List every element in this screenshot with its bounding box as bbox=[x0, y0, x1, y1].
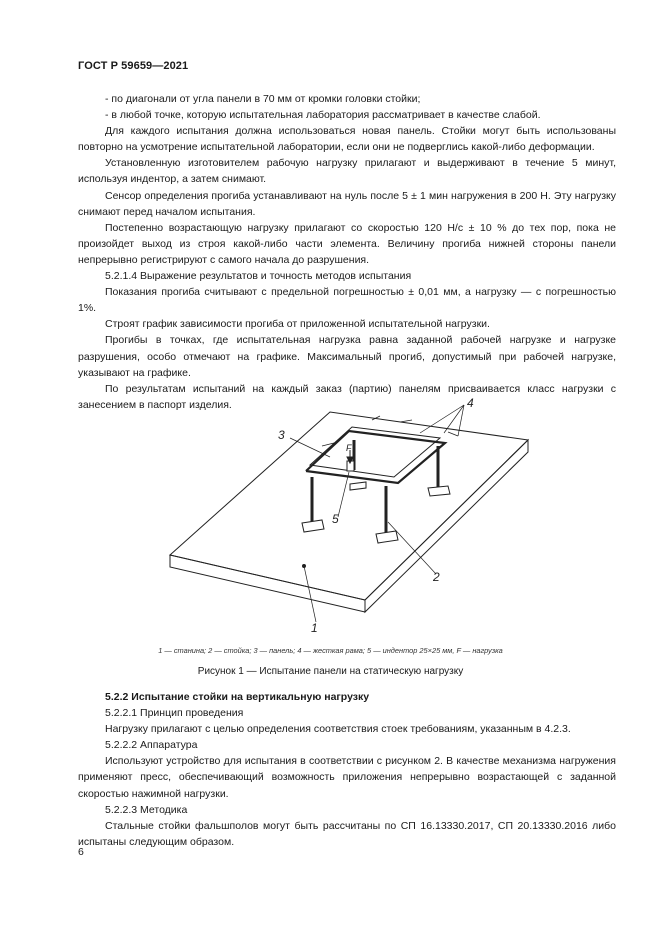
label-5: 5 bbox=[332, 512, 339, 526]
label-f: F bbox=[346, 443, 352, 453]
paragraph: По результатам испытаний на каждый заказ (партию) панелям присваивается класс нагрузки с занесением в паспорт изделия. bbox=[78, 382, 616, 411]
foot bbox=[350, 482, 366, 490]
label-3: 3 bbox=[278, 428, 285, 442]
foot bbox=[428, 486, 450, 496]
label-2: 2 bbox=[433, 570, 440, 584]
paragraph: 5.2.2.3 Методика bbox=[105, 803, 188, 816]
label-4: 4 bbox=[467, 396, 474, 410]
paragraph: Строят график зависимости прогиба от приложенной испытательной нагрузки. bbox=[105, 318, 490, 331]
paragraph: Используют устройство для испытания в соответствии с рисунком 2. В качестве механизма нагружения применяют пресс, обеспечивающий возможность приложения непрерывно возрастающей с заданной скоростью нажимной нагрузки. bbox=[78, 755, 616, 800]
paragraph: - в любой точке, которую испытательная лаборатория рассматривает в качестве слабой. bbox=[105, 109, 541, 122]
figure-legend: 1 — станина; 2 — стойка; 3 — панель; 4 — жесткая рама; 5 — индентор 25×25 мм, F — нагрузка bbox=[158, 646, 503, 655]
paragraph: Установленную изготовителем рабочую нагрузку прилагают и выдерживают в течение 5 минут, используя индентор, а затем снимают. bbox=[78, 157, 616, 186]
paragraph: 5.2.2.1 Принцип проведения bbox=[105, 707, 244, 720]
paragraph: Сенсор определения прогиба устанавливают на нуль после 5 ± 1 мин нагружения в 200 Н. Эту нагрузку снимают перед началом испытания. bbox=[78, 189, 616, 218]
paragraph: Прогибы в точках, где испытательная нагрузка равна заданной рабочей нагрузке и нагрузке разрушения, особо отмечают на графике. Максимальный прогиб, допустимый при рабочей нагрузке, указывают на графике. bbox=[78, 334, 616, 379]
text-block-bottom bbox=[78, 689, 616, 850]
paragraph: - по диагонали от угла панели в 70 мм от кромки головки стойки; bbox=[105, 93, 421, 105]
figure-caption: Рисунок 1 — Испытание панели на статическую нагрузку bbox=[197, 666, 464, 677]
text-block-top bbox=[78, 91, 616, 413]
figure-test-rig bbox=[0, 380, 661, 660]
label-1: 1 bbox=[311, 621, 318, 635]
paragraph: Для каждого испытания должна использоваться новая панель. Стойки могут быть использованы повторно на усмотрение испытательной лаборатории, если они не подверглись какой-либо деформации. bbox=[78, 125, 616, 154]
paragraph: Стальные стойки фальшполов могут быть рассчитаны по СП 16.13330.2017, СП 20.13330.2016 либо испытаны следующим образом. bbox=[78, 819, 616, 848]
section-heading: 5.2.2 Испытание стойки на вертикальную нагрузку bbox=[105, 691, 370, 703]
paragraph: Постепенно возрастающую нагрузку прилагают со скоростью 120 Н/с ± 10 % до тех пор, пока не произойдет выход из строя какой-либо части элемента. Величину прогиба нижней стороны панели непрерывно регистрируют с самого начала до разрушения. bbox=[78, 221, 616, 266]
document-header: ГОСТ Р 59659—2021 bbox=[78, 60, 189, 72]
paragraph: Показания прогиба считывают с предельной погрешностью ± 0,01 мм, а нагрузку — с погрешностью 1%. bbox=[78, 286, 616, 315]
section-heading: 5.2.1.4 Выражение результатов и точность методов испытания bbox=[105, 270, 412, 283]
paragraph: 5.2.2.2 Аппаратура bbox=[105, 739, 198, 752]
paragraph: Нагрузку прилагают с целью определения соответствия стоек требованиям, указанным в 4.2.3. bbox=[105, 723, 571, 736]
page-number: 6 bbox=[78, 846, 84, 858]
